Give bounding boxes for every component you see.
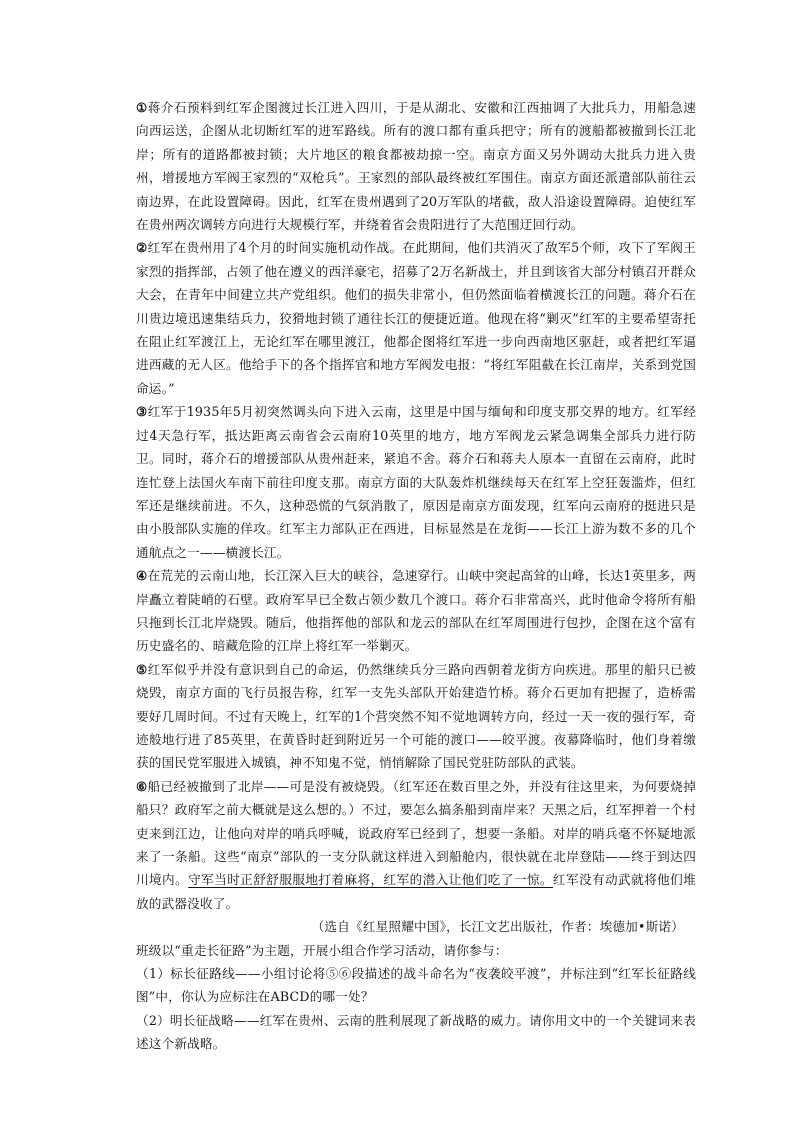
paragraph-1 [136,96,696,236]
paragraph-tail: 红军没有动武就将他们堆放的武器没收了。 [136,872,696,911]
paragraph-number: ③ [136,404,148,420]
paragraph-5 [136,658,696,775]
paragraph-number: ④ [136,568,148,584]
paragraph-number: ① [136,100,148,115]
paragraph-text: 船已经被撤到了北岸——可是没有被烧毁。（红军还在数百里之外，并没有往这里来，为何要烧掉船只？政府军之前大概就是这么想的。）不过，要怎么搞条船到南岸来？天黑之后，红军押着一个村吏来到江边，让他向对岸的哨兵呼喊，说政府军已经到了，想要一条船。对岸的哨兵毫不怀疑地派来了一条船。这些“南京”部队的一支分队就这样进入到船舱内，很快就在北岸登陆——终于到达四川境内。 [136,778,696,888]
task-2: （2）明长征战略——红军在贵州、云南的胜利展现了新战略的威力。请你用文中的一个关键词来表述这个新战略。 [136,1012,696,1052]
paragraph-text: 在荒芜的云南山地，长江深入巨大的峡谷，急速穿行。山峡中突起高耸的山峰，长达1英里多，两岸矗立着陡峭的石壁。政府军早已全数占领少数几个渡口。蒋介石非常高兴，此时他命令将所有船只拖到长江北岸烧毁。随后，他指挥他的部队和龙云的部队在红军周围进行包抄，企图在这个富有历史盛名的、暗藏危险的江岸上将红军一举剿灭。 [136,568,696,654]
paragraph-text: 红军在贵州用了4个月的时间实施机动作战。在此期间，他们共消灭了敌军5个师，攻下了军阀王家烈的指挥部，占领了他在遵义的西洋豪宅，招募了2万名新战士，并且到该省大部分村镇召开群众大会，在青年中间建立共产党组织。他们的损失非常小，但仍然面临着横渡长江的问题。蒋介石在川贵边境迅速集结兵力，狡猾地封锁了通往长江的便捷近道。他现在将“剿灭”红军的主要希望寄托在阻止红军渡江上，无论红军在哪里渡江，他都企图将红军进一步向西南地区驱赶，或者把红军逼进西藏的无人区。他给手下的各个指挥官和地方军阀发电报：“将红军阻截在长江南岸，关系到党国命运。” [136,240,696,396]
paragraph-4 [136,564,696,658]
document-page [136,96,696,1056]
paragraph-number: ② [136,240,148,256]
paragraph-number: ⑥ [136,778,148,794]
paragraph-number: ⑤ [136,661,148,677]
paragraph-6 [136,775,696,915]
paragraph-2 [136,236,696,400]
source-citation: （选自《红星照耀中国》，长江文艺出版社，作者：埃德加•斯诺） [311,919,684,935]
paragraph-3 [136,400,696,564]
paragraph-text: 红军似乎并没有意识到自己的命运，仍然继续兵分三路向西朝着龙街方向疾进。那里的船只已被烧毁，南京方面的飞行员报告称，红军一支先头部队开始建造竹桥。蒋介石更加有把握了，造桥需要好几周时间。不过有天晚上，红军的1个营突然不知不觉地调转方向，经过一天一夜的强行军，奇迹般地行进了85英里，在黄昏时赶到附近另一个可能的渡口——皎平渡。夜幕降临时，他们身着缴获的国民党军服进入城镇，神不知鬼不觉，悄悄解除了国民党驻防部队的武装。 [136,661,696,771]
paragraph-text: 红军于1935年5月初突然调头向下进入云南，这里是中国与缅甸和印度支那交界的地方。红军经过4天急行军，抵达距离云南省会云南府10英里的地方，地方军阀龙云紧急调集全部兵力进行防卫。同时，蒋介石的增援部队从贵州赶来，紧追不舍。蒋介石和蒋夫人原本一直留在云南府，此时连忙登上法国火车南下前往印度支那。南京方面的大队轰炸机继续每天在红军上空狂轰滥炸，但红军还是继续前进。不久，这种恐慌的气氛消散了，原因是南京方面发现，红军向云南府的挺进只是由小股部队实施的佯攻。红军主力部队正在西进，目标显然是在龙街——长江上游为数不多的几个通航点之一——横渡长江。 [136,404,696,560]
activity-intro: 班级以“重走长征路”为主题，开展小组合作学习活动，请你参与： [136,942,508,958]
task-1: （1）标长征路线——小组讨论将⑤⑥段描述的战斗命名为“夜袭皎平渡”，并标注到“红军长征路线图”中，你认为应标注在ABCD的哪一处？ [136,966,696,1005]
underlined-sentence: 守军当时正舒舒服服地打着麻将，红军的潜入让他们吃了一惊。 [188,872,553,888]
paragraph-text: 蒋介石预料到红军企图渡过长江进入四川，于是从湖北、安徽和江西抽调了大批兵力，用船急速向西运送，企图从北切断红军的进军路线。所有的渡口都有重兵把守；所有的渡船都被撤到长江北岸；所有的道路都被封锁；大片地区的粮食都被劫掠一空。南京方面又另外调动大批兵力进入贵州，增援地方军阀王家烈的“双枪兵”。王家烈的部队最终被红军围住。南京方面还派遣部队前往云南边界，在此设置障碍。因此，红军在贵州遇到了20万军队的堵截，敌人沿途设置障碍。迫使红军在贵州两次调转方向进行大规模行军，并绕着省会贵阳进行了大范围迂回行动。 [136,100,696,233]
